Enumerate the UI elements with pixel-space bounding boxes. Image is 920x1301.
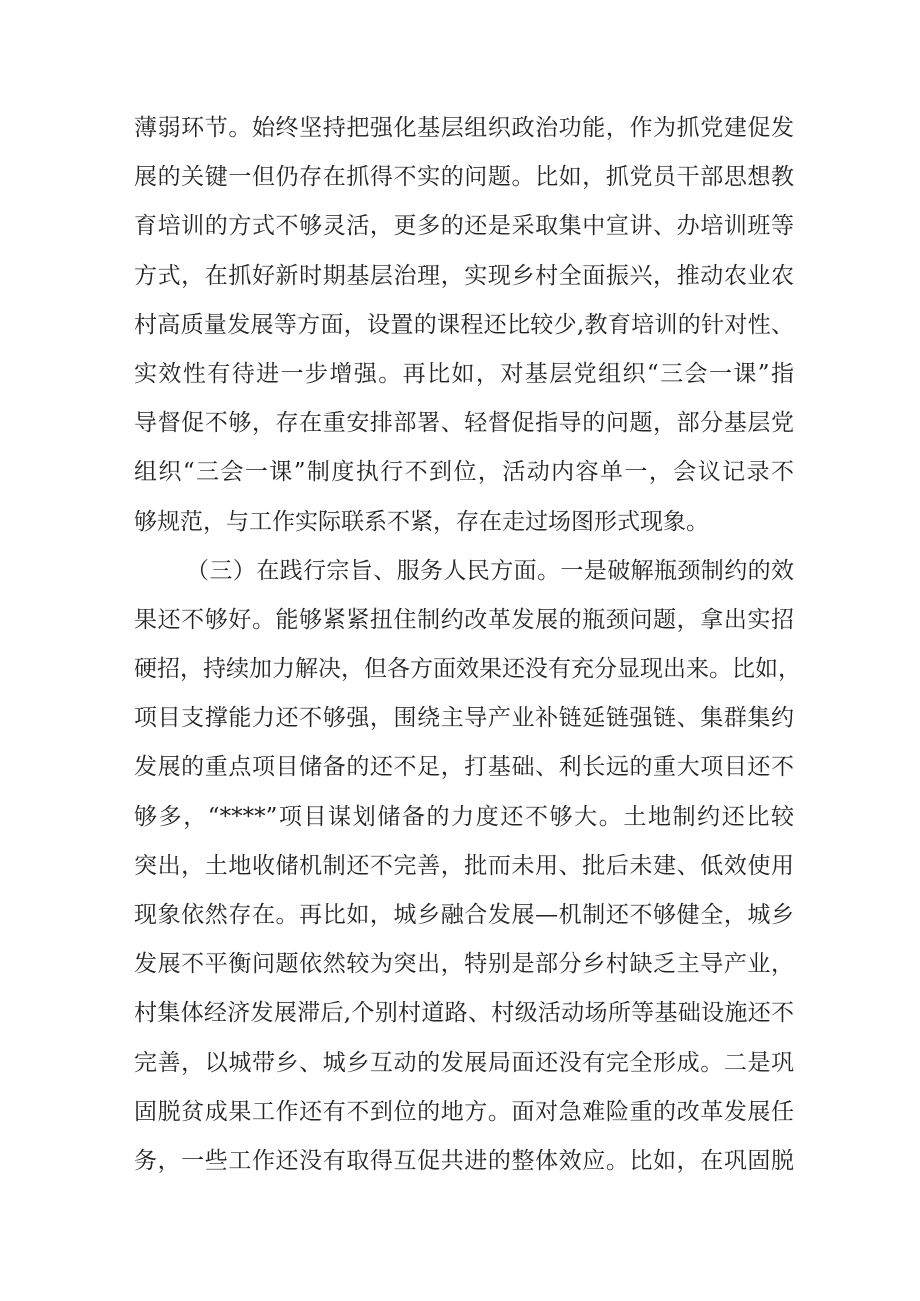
text-line: 硬招，持续加力解决，但各方面效果还没有充分显现出来。比如， [134, 656, 801, 683]
text-line: 育培训的方式不够灵活，更多的还是采取集中宣讲、办培训班等 [134, 213, 794, 240]
text-line: 组织“三会一课”制度执行不到位，活动内容单一，会议记录不 [134, 459, 794, 486]
text-line: 展的关键一但仍存在抓得不实的问题。比如，抓党员干部思想教 [134, 164, 794, 191]
text-line: 村高质量发展等方面，设置的课程还比较少,教育培训的针对性、 [134, 311, 794, 338]
text-line: 果还不够好。能够紧紧扭住制约改革发展的瓶颈问题，拿出实招 [134, 606, 794, 633]
text-line: 村集体经济发展滞后,个别村道路、村级活动场所等基础设施还不 [134, 1000, 794, 1027]
text-line: 发展不平衡问题依然较为突出，特别是部分乡村缺乏主导产业， [134, 951, 794, 978]
text-line: 突出，土地收储机制还不完善，批而未用、批后未建、低效使用 [134, 852, 794, 879]
text-line: 固脱贫成果工作还有不到位的地方。面对急难险重的改革发展任 [134, 1098, 794, 1125]
text-line: 务，一些工作还没有取得互促共进的整体效应。比如，在巩固脱 [134, 1147, 794, 1174]
paragraph-end-line: 够规范，与工作实际联系不紧，存在走过场图形式现象。 [134, 508, 709, 535]
text-line: 方式，在抓好新时期基层治理，实现乡村全面振兴，推动农业农 [134, 262, 794, 289]
text-line: 导督促不够，存在重安排部署、轻督促指导的问题，部分基层党 [134, 410, 794, 437]
text-line: 实效性有待进一步增强。再比如，对基层党组织“三会一课”指 [134, 360, 794, 387]
text-line: 完善，以城带乡、城乡互动的发展局面还没有完全形成。二是巩 [134, 1049, 794, 1076]
text-line: 薄弱环节。始终坚持把强化基层组织政治功能，作为抓党建促发 [134, 115, 794, 141]
text-line: 发展的重点项目储备的还不足，打基础、利长远的重大项目还不 [134, 754, 794, 781]
text-line: 项目支撑能力还不够强，围绕主导产业补链延链强链、集群集约 [134, 705, 794, 732]
text-line: 现象依然存在。再比如，城乡融合发展—机制还不够健全，城乡 [134, 902, 794, 928]
text-line: 够多，“****”项目谋划储备的力度还不够大。土地制约还比较 [134, 803, 794, 830]
section-heading-line: （三）在践行宗旨、服务人民方面。一是破解瓶颈制约的效 [186, 557, 794, 584]
body-text [134, 104, 801, 1186]
